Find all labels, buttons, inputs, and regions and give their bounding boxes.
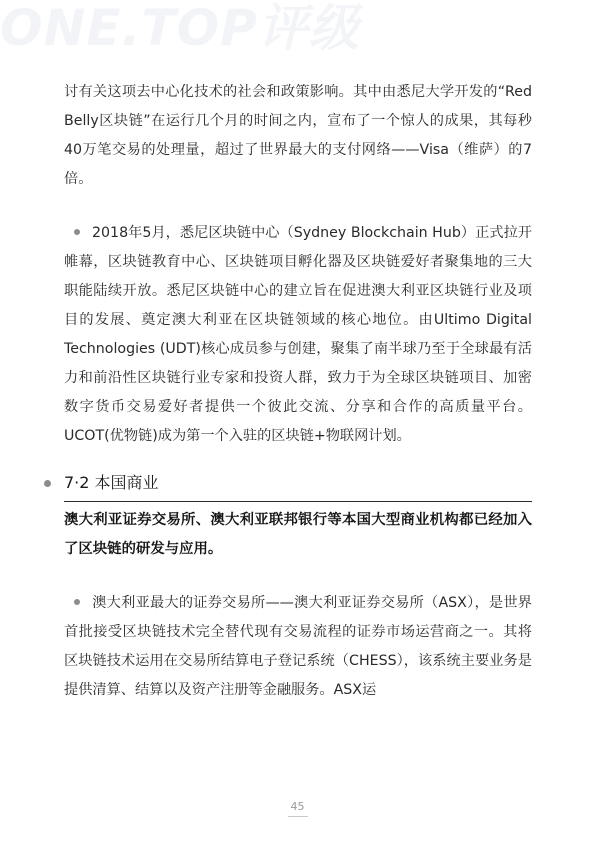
section-heading: [64, 469, 532, 497]
page-number: 45: [290, 800, 305, 813]
section-bullet-icon: [44, 480, 51, 487]
paragraph-red-belly: 讨有关这项去中心化技术的社会和政策影响。其中由悉尼大学开发的“Red Belly区块链”在运行几个月的时间之内，宣布了一个惊人的成果，其每秒40万笔交易的处理量，超过了世界最大的支付网络——Visa（维萨）的7倍。: [64, 84, 532, 187]
section-divider: [64, 501, 532, 502]
paragraph-text: 2018年5月，悉尼区块链中心（Sydney Blockchain Hub）正式拉开帷幕，区块链教育中心、区块链项目孵化器及区块链爱好者聚集地的三大职能陆续开放。悉尼区块链中心的建立旨在促进澳大利亚区块链行业及项目的发展、奠定澳大利亚在区块链领域的核心地位。由Ultimo Digital Technologies (UDT)核心成员参与创建，聚集了南半球乃至于全球最有活力和前沿性区块链行业专家和投资人群，致力于为全球区块链项目、加密数字货币交易爱好者提供一个彼此交流、分享和合作的高质量平台。UCOT(优物链)成为第一个入驻的区块链+物联网计划。: [64, 225, 532, 444]
bullet-dot-icon: [74, 229, 80, 235]
paragraph-sydney-hub: [64, 219, 532, 451]
page-footer: [0, 800, 595, 817]
bullet-dot-icon: [74, 599, 80, 605]
section-title: 7·2 本国商业: [64, 473, 159, 492]
page-number-underline: [288, 816, 308, 817]
document-body: [64, 78, 532, 705]
watermark-logo: ONE.TOP评级: [0, 0, 360, 57]
paragraph-text: 澳大利亚最大的证券交易所——澳大利亚证券交易所（ASX），是世界首批接受区块链技术完全替代现有交易流程的证券市场运营商之一。其将区块链技术运用在交易所结算电子登记系统（CHESS），该系统主要业务是提供清算、结算以及资产注册等金融服务。ASX运: [64, 595, 532, 698]
section-lead: 澳大利亚证券交易所、澳大利亚联邦银行等本国大型商业机构都已经加入了区块链的研发与应用。: [64, 512, 532, 557]
paragraph-asx: [64, 589, 532, 705]
